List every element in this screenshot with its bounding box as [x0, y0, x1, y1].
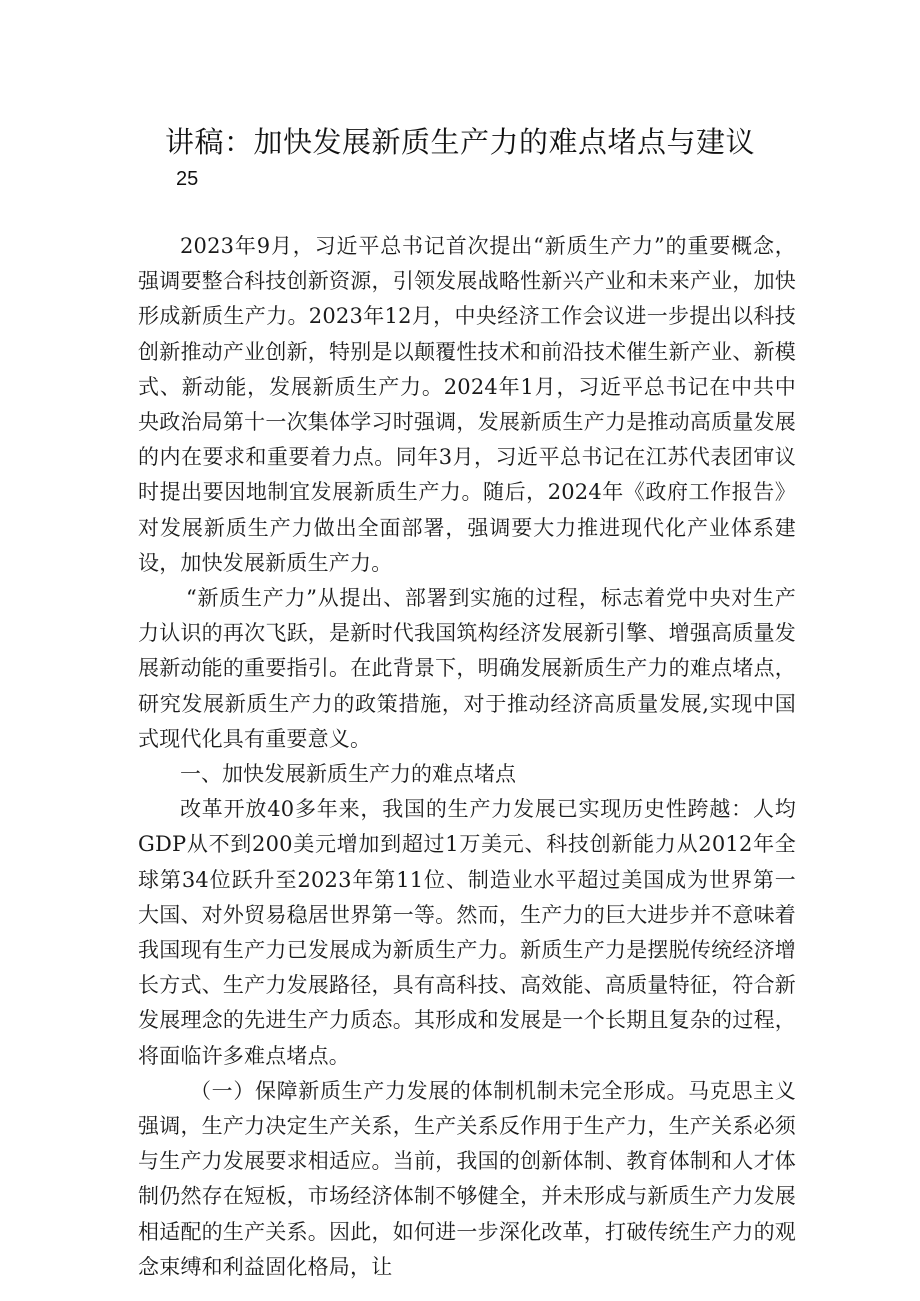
paragraph-section-1: 改革开放40多年来，我国的生产力发展已实现历史性跨越：人均GDP从不到200美元增加到超过1万美元、科技创新能力从2012年全球第34位跃升至2023年第11位、制造业水平超过美国成为世界第一大国、对外贸易稳居世界第一等。然而，生产力的巨大进步并不意味着我国现有生产力已发展成为新质生产力。新质生产力是摆脱传统经济增长方式、生产力发展路径，具有高科技、高效能、高质量特征，符合新发展理念的先进生产力质态。其形成和发展是一个长期且复杂的过程，将面临许多难点堵点。: [138, 797, 796, 1068]
document-body: [138, 229, 796, 1285]
document-number: 25: [176, 168, 199, 190]
paragraph-intro-2: “新质生产力”从提出、部署到实施的过程，标志着党中央对生产力认识的再次飞跃，是新时代我国筑构经济发展新引擎、增强高质量发展新动能的重要指引。在此背景下，明确发展新质生产力的难点堵点，研究发展新质生产力的政策措施，对于推动经济高质量发展,实现中国式现代化具有重要意义。: [138, 586, 796, 751]
paragraph-intro-1: 2023年9月，习近平总书记首次提出“新质生产力”的重要概念，强调要整合科技创新资源，引领发展战略性新兴产业和未来产业，加快形成新质生产力。2023年12月，中央经济工作会议进一步提出以科技创新推动产业创新，特别是以颠覆性技术和前沿技术催生新产业、新模式、新动能，发展新质生产力。2024年1月，习近平总书记在中共中央政治局第十一次集体学习时强调，发展新质生产力是推动高质量发展的内在要求和重要着力点。同年3月，习近平总书记在江苏代表团审议时提出要因地制宜发展新质生产力。随后，2024年《政府工作报告》对发展新质生产力做出全面部署，强调要大力推进现代化产业体系建设，加快发展新质生产力。: [138, 234, 796, 575]
section-heading: 一、加快发展新质生产力的难点堵点: [180, 762, 516, 787]
paragraph-section-2: （一）保障新质生产力发展的体制机制未完全形成。马克思主义强调，生产力决定生产关系，生产关系反作用于生产力，生产关系必须与生产力发展要求相适应。当前，我国的创新体制、教育体制和人才体制仍然存在短板，市场经济体制不够健全，并未形成与新质生产力发展相适配的生产关系。因此，如何进一步深化改革，打破传统生产力的观念束缚和利益固化格局，让: [138, 1078, 796, 1279]
document-title: 讲稿：加快发展新质生产力的难点堵点与建议: [164, 125, 755, 159]
